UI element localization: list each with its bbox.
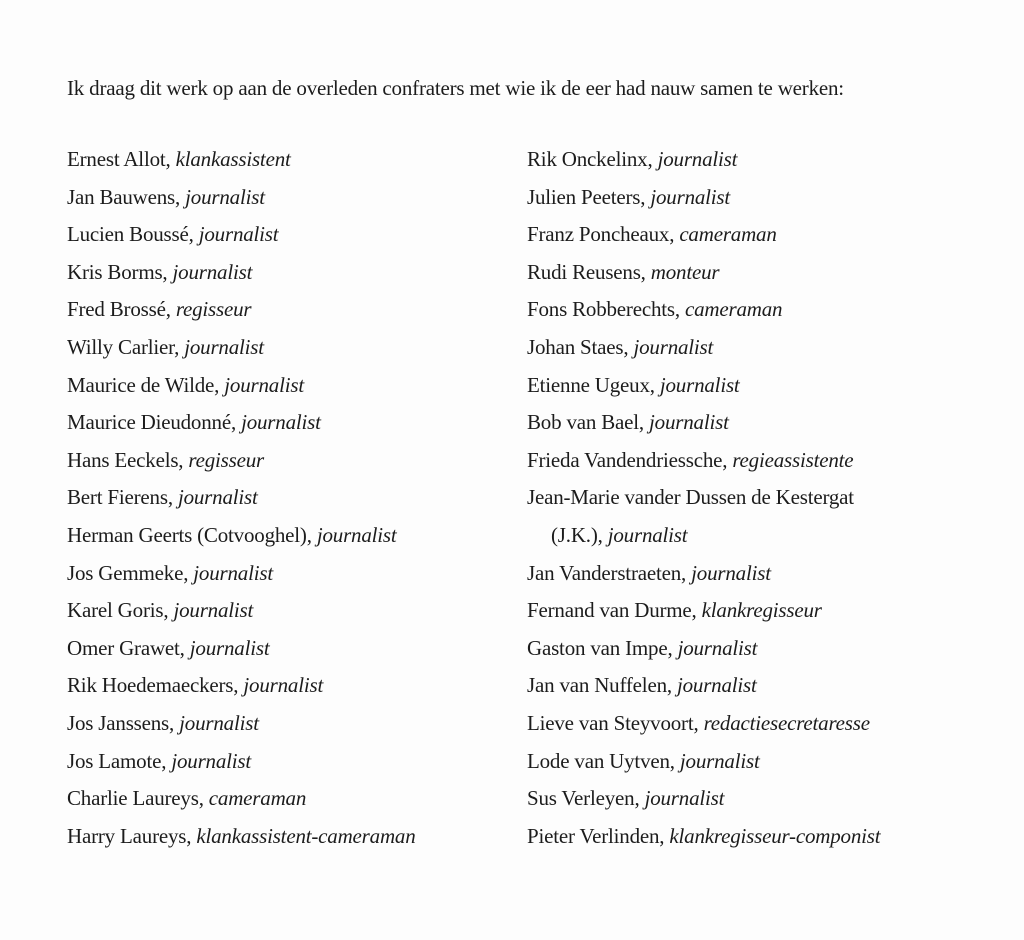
person-role: journalist bbox=[184, 334, 264, 359]
person-role: journalist bbox=[679, 748, 760, 773]
person-name: Sus Verleyen, bbox=[527, 786, 645, 811]
person-name: (J.K.), bbox=[551, 522, 608, 547]
list-item bbox=[67, 257, 507, 295]
list-item bbox=[527, 219, 997, 257]
person-role: journalist bbox=[173, 598, 254, 623]
person-name: Rik Hoedemaeckers, bbox=[67, 673, 244, 698]
person-name: Lieve van Steyvoort, bbox=[527, 710, 704, 735]
person-name: Jean-Marie vander Dussen de Kestergat bbox=[527, 485, 854, 510]
person-name: Jan Bauwens, bbox=[67, 184, 186, 209]
list-item bbox=[67, 482, 507, 520]
person-name: Rik Onckelinx, bbox=[527, 147, 658, 171]
person-name: Maurice Dieudonné, bbox=[67, 410, 242, 435]
person-role: journalist bbox=[241, 410, 321, 435]
list-item-continuation bbox=[527, 520, 997, 558]
person-role: cameraman bbox=[208, 786, 307, 811]
person-role: journalist bbox=[171, 748, 252, 773]
person-role: journalist bbox=[316, 522, 397, 547]
list-item bbox=[67, 407, 507, 445]
person-role: journalist bbox=[185, 184, 265, 209]
person-name: Gaston van Impe, bbox=[527, 635, 678, 660]
person-name: Charlie Laureys, bbox=[67, 786, 209, 811]
person-name: Herman Geerts (Cotvooghel), bbox=[67, 522, 317, 547]
person-name: Omer Grawet, bbox=[67, 635, 190, 660]
person-name: Karel Goris, bbox=[67, 598, 174, 623]
person-role: journalist bbox=[172, 259, 253, 284]
person-role: journalist bbox=[691, 560, 771, 585]
person-role: journalist bbox=[633, 334, 714, 359]
person-name: Lucien Boussé, bbox=[67, 222, 199, 247]
person-role: cameraman bbox=[684, 297, 783, 322]
person-name: Jos Lamote, bbox=[67, 748, 172, 773]
list-item bbox=[527, 332, 997, 370]
person-name: Jan van Nuffelen, bbox=[527, 673, 677, 698]
person-role: journalist bbox=[198, 222, 279, 247]
person-name: Willy Carlier, bbox=[67, 334, 185, 359]
person-role: journalist bbox=[243, 673, 324, 698]
list-item bbox=[67, 821, 507, 859]
person-name: Bert Fierens, bbox=[67, 485, 178, 510]
list-item bbox=[527, 144, 997, 182]
person-role: klankregisseur bbox=[701, 598, 822, 623]
list-item bbox=[527, 445, 997, 483]
person-role: klankassistent bbox=[175, 147, 291, 171]
list-item bbox=[67, 370, 507, 408]
person-name: Fernand van Durme, bbox=[527, 598, 702, 623]
list-item bbox=[527, 558, 997, 596]
person-name: Fred Brossé, bbox=[67, 297, 176, 322]
list-item bbox=[527, 746, 997, 784]
list-item bbox=[67, 445, 507, 483]
person-name: Frieda Vandendriessche, bbox=[527, 447, 733, 472]
person-name: Etienne Ugeux, bbox=[527, 372, 660, 397]
person-name: Johan Staes, bbox=[527, 334, 634, 359]
list-item bbox=[527, 821, 997, 859]
person-role: journalist bbox=[644, 786, 725, 811]
list-item bbox=[527, 294, 997, 332]
person-role: regieassistente bbox=[732, 447, 854, 472]
person-role: journalist bbox=[676, 673, 757, 698]
list-item bbox=[67, 595, 507, 633]
list-item bbox=[527, 708, 997, 746]
list-item bbox=[67, 219, 507, 257]
dedication-list-right bbox=[527, 144, 997, 858]
person-role: journalist bbox=[193, 560, 273, 585]
list-item bbox=[67, 520, 507, 558]
person-role: journalist bbox=[607, 522, 688, 547]
person-name: Franz Poncheaux, bbox=[527, 222, 680, 247]
person-role: journalist bbox=[179, 710, 259, 735]
person-name: Jos Gemmeke, bbox=[67, 560, 194, 585]
person-name: Maurice de Wilde, bbox=[67, 372, 225, 397]
person-role: journalist bbox=[659, 372, 740, 397]
list-item bbox=[527, 482, 997, 520]
dedication-list-left bbox=[67, 144, 507, 858]
list-item bbox=[67, 746, 507, 784]
list-item bbox=[67, 144, 507, 182]
person-role: journalist bbox=[650, 184, 731, 209]
person-role: journalist bbox=[177, 485, 258, 510]
list-item bbox=[527, 670, 997, 708]
person-name: Harry Laureys, bbox=[67, 823, 197, 848]
list-item bbox=[527, 783, 997, 821]
list-item bbox=[527, 633, 997, 671]
person-role: monteur bbox=[650, 259, 720, 284]
person-role: redactiesecretaresse bbox=[703, 710, 870, 735]
person-name: Lode van Uytven, bbox=[527, 748, 680, 773]
person-name: Pieter Verlinden, bbox=[527, 823, 670, 848]
person-role: regisseur bbox=[188, 447, 264, 472]
list-item bbox=[67, 332, 507, 370]
person-role: regisseur bbox=[175, 297, 252, 322]
person-name: Jan Vanderstraeten, bbox=[527, 560, 692, 585]
person-role: klankassistent-cameraman bbox=[196, 823, 416, 848]
list-item bbox=[527, 182, 997, 220]
dedication-text: Ik draag dit werk op aan de overleden confraters met wie ik de eer had nauw samen te werken: bbox=[67, 76, 844, 100]
list-item bbox=[527, 407, 997, 445]
person-role: journalist bbox=[189, 635, 270, 660]
person-role: journalist bbox=[657, 147, 738, 171]
person-name: Kris Borms, bbox=[67, 259, 173, 284]
person-role: klankregisseur-componist bbox=[669, 823, 881, 848]
person-role: journalist bbox=[224, 372, 304, 397]
list-item bbox=[67, 670, 507, 708]
person-name: Fons Robberechts, bbox=[527, 297, 685, 322]
person-role: journalist bbox=[677, 635, 758, 660]
list-item bbox=[527, 257, 997, 295]
list-item bbox=[67, 633, 507, 671]
person-role: cameraman bbox=[679, 222, 777, 247]
person-role: journalist bbox=[649, 410, 729, 435]
person-name: Julien Peeters, bbox=[527, 184, 651, 209]
list-item bbox=[67, 182, 507, 220]
person-name: Rudi Reusens, bbox=[527, 259, 651, 284]
list-item bbox=[527, 370, 997, 408]
person-name: Jos Janssens, bbox=[67, 710, 180, 735]
list-item bbox=[527, 595, 997, 633]
person-name: Bob van Bael, bbox=[527, 410, 650, 435]
person-name: Hans Eeckels, bbox=[67, 447, 189, 472]
list-item bbox=[67, 783, 507, 821]
list-item bbox=[67, 708, 507, 746]
person-name: Ernest Allot, bbox=[67, 147, 176, 171]
list-item bbox=[67, 294, 507, 332]
list-item bbox=[67, 558, 507, 596]
